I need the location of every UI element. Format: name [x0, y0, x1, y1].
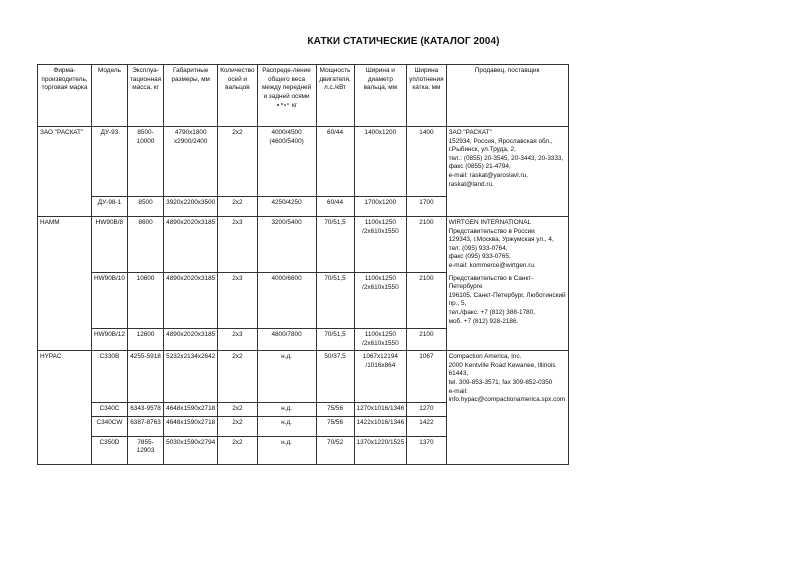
cell-model: ДУ-98-1	[92, 197, 128, 217]
cell-model: C340C	[92, 403, 128, 417]
cell-weight: 4250/4250	[257, 197, 316, 217]
cell-mass: 7855-12903	[127, 436, 163, 464]
cell-width: 1700х1200	[354, 197, 407, 217]
header-row	[38, 65, 569, 127]
cell-power: 60/44	[316, 197, 354, 217]
cell-width: 1422х1016/1346	[354, 416, 407, 436]
table-row	[38, 127, 569, 197]
cell-track: 1270	[407, 403, 446, 417]
cell-width: 1067х12194 /1016х864	[354, 351, 407, 403]
cell-weight: 3200/5400	[257, 217, 316, 273]
cell-axles: 2х2	[218, 403, 257, 417]
cell-weight: н.д.	[257, 416, 316, 436]
cell-seller	[446, 351, 568, 465]
cell-mass: 6343-9578	[127, 403, 163, 417]
cell-axles: 2х2	[218, 436, 257, 464]
page-title: КАТКИ СТАТИЧЕСКИЕ (КАТАЛОГ 2004)	[307, 36, 500, 47]
seller-line: Compaction America, Inc.	[448, 353, 522, 361]
cell-weight: 4000/6600	[257, 273, 316, 329]
header-model: Модель	[92, 65, 128, 127]
cell-dims: 4648х1590х2718	[164, 416, 218, 436]
cell-width: 1100х1250 /2х610х1550	[354, 329, 407, 351]
cell-model: C330B	[92, 351, 128, 403]
seller-line: факс (095) 933-0765,	[448, 253, 511, 261]
cell-width: 1270х1016/1346	[354, 403, 407, 417]
cell-maker: HAMM	[38, 217, 92, 351]
cell-track: 1370	[407, 436, 446, 464]
header-weight-unit: кг	[291, 102, 298, 110]
cell-width: 1100х1250 /2х610х1550	[354, 273, 407, 329]
cell-track: 2100	[407, 217, 446, 273]
cell-axles: 2х3	[218, 329, 257, 351]
seller-line: e-mail: raskat@yaroslavl.ru,	[448, 171, 528, 179]
seller-line: WIRTGEN INTERNATIONAL	[448, 219, 532, 226]
table-row	[38, 351, 569, 403]
cell-model: HW90B/12	[92, 329, 128, 351]
seller-line: Представительство в России	[448, 227, 535, 235]
cell-width: 1400х1200	[354, 127, 407, 197]
seller-line: Представительство в Санкт-Петербурге	[448, 274, 534, 291]
cell-model: C340CW	[92, 416, 128, 436]
header-maker: Фирма-производитель, торговая марка	[38, 65, 92, 127]
cell-mass: 8500	[127, 197, 163, 217]
header-weight	[257, 65, 316, 127]
seller-line: 129343, г.Москва, Уржумская ул., 4,	[448, 236, 554, 244]
cell-axles: 2х2	[218, 127, 257, 197]
seller-line: raskat@land.ru.	[448, 180, 494, 188]
cell-axles: 2х2	[218, 416, 257, 436]
table-row	[38, 273, 569, 329]
cell-weight: 4800/7800	[257, 329, 316, 351]
catalog-table	[37, 64, 569, 465]
seller-line: тел. (095) 933-0764,	[448, 244, 508, 252]
cell-dims: 4890х2020х3185	[164, 273, 218, 329]
cell-mass: 10600	[127, 273, 163, 329]
cell-axles: 2х2	[218, 351, 257, 403]
seller-line: моб. +7 (812) 928-2186.	[448, 317, 519, 325]
cell-mass: 12600	[127, 329, 163, 351]
cell-power: 75/56	[316, 416, 354, 436]
cell-dims: 4790х1800 х2900/2400	[164, 127, 218, 197]
cell-seller	[446, 273, 568, 351]
header-track: Ширина уплотнения катка, мм	[407, 65, 446, 127]
cell-mass: 6387-8763	[127, 416, 163, 436]
cell-weight: 4000/4500 (4600/5400)	[257, 127, 316, 197]
cell-weight: н.д.	[257, 403, 316, 417]
seller-line: тел./факс. +7 (812) 388-1780,	[448, 308, 536, 316]
header-weight-text: Распреде-ление общего веса между передней и задней осями	[261, 67, 312, 100]
cell-track: 1700	[407, 197, 446, 217]
cell-dims: 5232х2134х2642	[164, 351, 218, 403]
cell-mass: 8500-10000	[127, 127, 163, 197]
cell-dims: 5030х1590х2794	[164, 436, 218, 464]
cell-power: 60/44	[316, 127, 354, 197]
header-mass: Эксплуа-тационная масса, кг	[127, 65, 163, 127]
cell-axles: 2х3	[218, 273, 257, 329]
cell-maker: ЗАО "РАСКАТ"	[38, 127, 92, 217]
cell-track: 2100	[407, 329, 446, 351]
cell-axles: 2х3	[218, 217, 257, 273]
seller-line: tel. 309-853-3571, fax 309-852-0350	[448, 379, 553, 387]
seller-line: тел.: (0855) 20-3545, 20-3443, 20-3333,	[448, 154, 564, 162]
cell-mass: 8600	[127, 217, 163, 273]
cell-track: 2100	[407, 273, 446, 329]
header-seller: Продавец, поставщик	[446, 65, 568, 127]
cell-power: 75/56	[316, 403, 354, 417]
cell-model: ДУ-93	[92, 127, 128, 197]
axle-symbol-icon	[276, 102, 292, 109]
seller-line: ЗАО "РАСКАТ"	[448, 129, 492, 136]
cell-weight: н.д.	[257, 351, 316, 403]
cell-maker: HYPAC	[38, 351, 92, 465]
seller-line: 152934, Россия, Ярославская обл., г.Рыбинск, ул.Труда, 2,	[448, 137, 553, 154]
cell-width: 1370х1220/1525	[354, 436, 407, 464]
cell-seller	[446, 127, 568, 217]
table-row	[38, 217, 569, 273]
cell-model: HW90B/10	[92, 273, 128, 329]
cell-power: 50/37,5	[316, 351, 354, 403]
cell-track: 1422	[407, 416, 446, 436]
cell-model: C350D	[92, 436, 128, 464]
header-axles: Количество осей и вальцов	[218, 65, 257, 127]
cell-seller	[446, 217, 568, 273]
cell-mass: 4255-5918	[127, 351, 163, 403]
cell-track: 1067	[407, 351, 446, 403]
cell-weight: н.д.	[257, 436, 316, 464]
seller-line: факс (0855) 21-4794,	[448, 163, 511, 171]
cell-power: 70/51,5	[316, 273, 354, 329]
cell-dims: 3920х2200х3500	[164, 197, 218, 217]
header-dims: Габаритные размеры, мм	[164, 65, 218, 127]
cell-power: 70/51,5	[316, 217, 354, 273]
cell-power: 70/52	[316, 436, 354, 464]
cell-model: HW90B/8	[92, 217, 128, 273]
cell-axles: 2х2	[218, 197, 257, 217]
header-power: Мощность двигателя, л.с./кВт	[316, 65, 354, 127]
seller-line: info.hypac@compactionamerica.spx.com	[448, 396, 566, 404]
cell-dims: 4890х2020х3185	[164, 329, 218, 351]
seller-line: e-mail: kommerce@wirtgen.ru.	[448, 261, 536, 269]
seller-line: 196105, Санкт-Петербург, Люботинский пр., 5,	[448, 291, 566, 308]
cell-power: 70/51,5	[316, 329, 354, 351]
cell-dims: 4648х1590х2718	[164, 403, 218, 417]
header-width: Ширина и диаметр вальца, мм	[354, 65, 407, 127]
seller-line: e-mail:	[448, 387, 468, 395]
cell-track: 1400	[407, 127, 446, 197]
cell-width: 1100х1250 /2х610х1550	[354, 217, 407, 273]
cell-dims: 4890х2020х3185	[164, 217, 218, 273]
seller-line: 2000 Kentville Road Kewanee, Illinois 61443,	[448, 361, 556, 378]
